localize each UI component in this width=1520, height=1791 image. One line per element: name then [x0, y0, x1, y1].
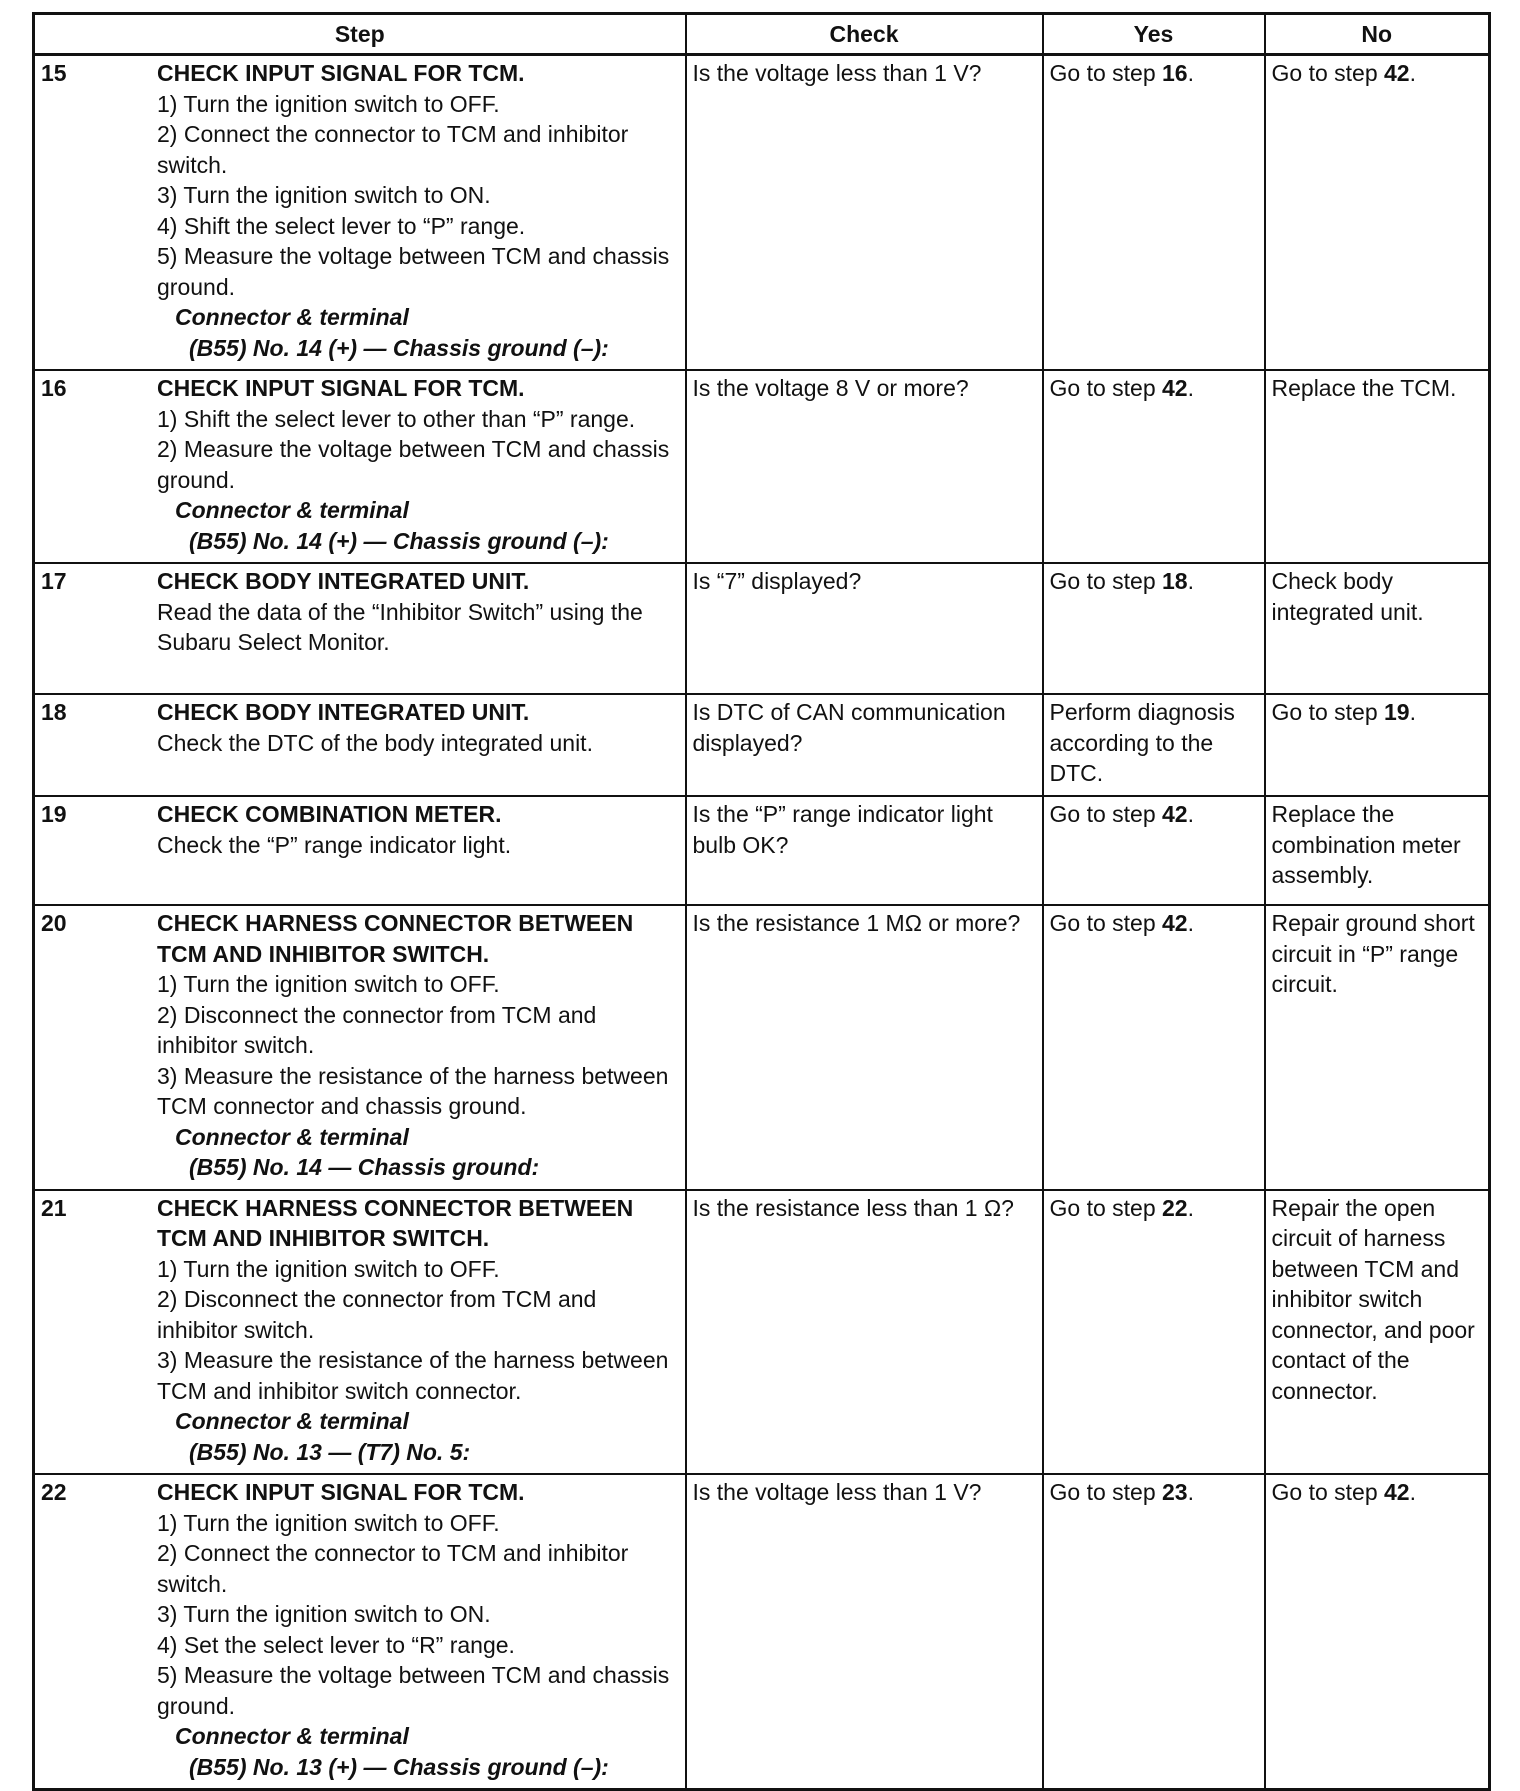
yes-suffix: . — [1187, 1479, 1194, 1505]
yes-step-number: 42 — [1162, 801, 1188, 827]
step-instruction: 4) Set the select lever to “R” range. — [157, 1631, 515, 1658]
yes-cell — [1043, 1190, 1265, 1475]
connector-terminal: (B55) No. 14 (+) — Chassis ground (–): — [189, 527, 609, 554]
connector-terminal: (B55) No. 13 (+) — Chassis ground (–): — [189, 1753, 609, 1780]
step-instruction: 2) Disconnect the connector from TCM and inhibitor switch. — [157, 1286, 597, 1343]
yes-step-number: 22 — [1162, 1194, 1188, 1221]
yes-step-number: 23 — [1162, 1479, 1188, 1505]
connector-label: Connector & terminal — [175, 304, 409, 330]
step-cell — [34, 55, 686, 371]
check-cell: Is the “P” range indicator light bulb OK? — [686, 796, 1043, 905]
step-instruction: 3) Measure the resistance of the harness between TCM and inhibitor switch connector. — [157, 1347, 669, 1404]
yes-text: Go to step — [1049, 568, 1163, 594]
check-cell: Is the resistance 1 MΩ or more? — [686, 905, 1043, 1190]
yes-step-number: 42 — [1162, 910, 1188, 936]
table-header-row — [34, 14, 1490, 55]
connector-label: Connector & terminal — [175, 1723, 409, 1749]
table-row — [34, 796, 1490, 905]
step-instruction: Check the “P” range indicator light. — [157, 831, 512, 858]
step-title: CHECK BODY INTEGRATED UNIT. — [157, 699, 530, 725]
step-instruction: 1) Turn the ignition switch to OFF. — [157, 1255, 500, 1282]
table-row — [34, 1190, 1490, 1475]
yes-text: Go to step — [1049, 1479, 1163, 1505]
no-cell — [1265, 694, 1490, 796]
yes-step-number: 42 — [1162, 375, 1188, 401]
step-instruction: 1) Turn the ignition switch to OFF. — [157, 1509, 500, 1536]
step-instruction: 3) Measure the resistance of the harness between TCM connector and chassis ground. — [157, 1062, 669, 1119]
step-instruction: 4) Shift the select lever to “P” range. — [157, 212, 526, 239]
no-text: Go to step — [1271, 699, 1385, 725]
connector-label: Connector & terminal — [175, 1408, 409, 1434]
yes-suffix: . — [1187, 568, 1194, 594]
check-cell: Is the resistance less than 1 Ω? — [686, 1190, 1043, 1475]
no-step-number: 42 — [1384, 1479, 1410, 1505]
check-cell: Is DTC of CAN communication displayed? — [686, 694, 1043, 796]
yes-suffix: . — [1187, 60, 1194, 86]
diagnostic-table — [32, 12, 1491, 1791]
step-number: 16 — [41, 375, 67, 401]
step-instruction: Check the DTC of the body integrated unit. — [157, 729, 593, 756]
no-text: Go to step — [1271, 60, 1385, 86]
table-row — [34, 905, 1490, 1190]
check-cell: Is the voltage 8 V or more? — [686, 370, 1043, 563]
yes-cell: Perform diagnosis according to the DTC. — [1043, 694, 1265, 796]
check-cell: Is the voltage less than 1 V? — [686, 1474, 1043, 1790]
table-row — [34, 370, 1490, 563]
step-instruction: 3) Turn the ignition switch to ON. — [157, 1601, 491, 1627]
step-instruction: 3) Turn the ignition switch to ON. — [157, 182, 491, 208]
header-no: No — [1265, 14, 1490, 55]
step-instruction: 2) Connect the connector to TCM and inhibitor switch. — [157, 1540, 629, 1597]
yes-cell — [1043, 55, 1265, 371]
yes-text: Go to step — [1049, 375, 1163, 401]
yes-suffix: . — [1187, 801, 1194, 827]
yes-text: Go to step — [1049, 910, 1163, 936]
step-instruction: 5) Measure the voltage between TCM and chassis ground. — [157, 1662, 670, 1719]
yes-cell — [1043, 370, 1265, 563]
no-cell: Repair the open circuit of harness between TCM and inhibitor switch connector, and poor contact of the connector. — [1265, 1190, 1490, 1475]
step-number: 17 — [41, 568, 67, 594]
step-instruction: 1) Shift the select lever to other than “P” range. — [157, 405, 636, 432]
yes-cell — [1043, 563, 1265, 694]
step-cell — [34, 563, 686, 694]
yes-step-number: 18 — [1162, 568, 1188, 594]
step-number: 18 — [41, 699, 67, 725]
step-instruction: 2) Connect the connector to TCM and inhibitor switch. — [157, 121, 629, 178]
yes-suffix: . — [1187, 910, 1194, 936]
yes-text: Go to step — [1049, 1194, 1163, 1221]
yes-cell — [1043, 1474, 1265, 1790]
no-suffix: . — [1409, 1479, 1416, 1505]
step-instruction: 5) Measure the voltage between TCM and chassis ground. — [157, 243, 670, 300]
step-title: CHECK HARNESS CONNECTOR BETWEEN TCM AND INHIBITOR SWITCH. — [157, 910, 634, 967]
step-number: 15 — [41, 60, 67, 86]
no-suffix: . — [1409, 699, 1416, 725]
table-row — [34, 55, 1490, 371]
connector-terminal: (B55) No. 13 — (T7) No. 5: — [189, 1438, 471, 1465]
step-instruction: 1) Turn the ignition switch to OFF. — [157, 90, 500, 117]
table-row — [34, 694, 1490, 796]
connector-terminal: (B55) No. 14 (+) — Chassis ground (–): — [189, 334, 609, 361]
connector-label: Connector & terminal — [175, 1123, 409, 1150]
step-cell — [34, 370, 686, 563]
table-row — [34, 563, 1490, 694]
step-title: CHECK BODY INTEGRATED UNIT. — [157, 568, 530, 594]
no-cell: Replace the combination meter assembly. — [1265, 796, 1490, 905]
no-suffix: . — [1409, 60, 1416, 86]
no-cell — [1265, 55, 1490, 371]
step-cell — [34, 905, 686, 1190]
yes-suffix: . — [1187, 1194, 1194, 1221]
step-title: CHECK COMBINATION METER. — [157, 801, 502, 827]
check-cell: Is the voltage less than 1 V? — [686, 55, 1043, 371]
header-check: Check — [686, 14, 1043, 55]
step-instruction: 1) Turn the ignition switch to OFF. — [157, 971, 500, 997]
no-step-number: 42 — [1384, 60, 1410, 86]
step-number: 21 — [41, 1194, 67, 1221]
yes-suffix: . — [1187, 375, 1194, 401]
step-cell — [34, 1190, 686, 1475]
step-cell — [34, 796, 686, 905]
yes-text: Go to step — [1049, 801, 1163, 827]
no-cell: Repair ground short circuit in “P” range circuit. — [1265, 905, 1490, 1190]
step-number: 19 — [41, 801, 67, 827]
step-instruction: Read the data of the “Inhibitor Switch” using the Subaru Select Monitor. — [157, 598, 643, 655]
step-instruction: 2) Disconnect the connector from TCM and inhibitor switch. — [157, 1001, 597, 1058]
step-cell — [34, 1474, 686, 1790]
yes-cell — [1043, 796, 1265, 905]
step-title: CHECK HARNESS CONNECTOR BETWEEN TCM AND INHIBITOR SWITCH. — [157, 1194, 634, 1251]
yes-cell — [1043, 905, 1265, 1190]
step-cell — [34, 694, 686, 796]
no-text: Go to step — [1271, 1479, 1385, 1505]
step-title: CHECK INPUT SIGNAL FOR TCM. — [157, 1479, 525, 1505]
step-instruction: 2) Measure the voltage between TCM and chassis ground. — [157, 436, 670, 493]
connector-terminal: (B55) No. 14 — Chassis ground: — [189, 1154, 540, 1180]
yes-text: Go to step — [1049, 60, 1163, 86]
header-yes: Yes — [1043, 14, 1265, 55]
step-number: 22 — [41, 1479, 67, 1505]
no-step-number: 19 — [1384, 699, 1410, 725]
no-cell — [1265, 1474, 1490, 1790]
connector-label: Connector & terminal — [175, 497, 409, 523]
table-row — [34, 1474, 1490, 1790]
no-cell: Replace the TCM. — [1265, 370, 1490, 563]
step-number: 20 — [41, 910, 67, 936]
step-title: CHECK INPUT SIGNAL FOR TCM. — [157, 375, 525, 401]
header-step: Step — [34, 14, 686, 55]
check-cell: Is “7” displayed? — [686, 563, 1043, 694]
no-cell: Check body integrated unit. — [1265, 563, 1490, 694]
step-title: CHECK INPUT SIGNAL FOR TCM. — [157, 60, 525, 86]
yes-step-number: 16 — [1162, 60, 1188, 86]
diagnostic-page — [32, 12, 1488, 1791]
